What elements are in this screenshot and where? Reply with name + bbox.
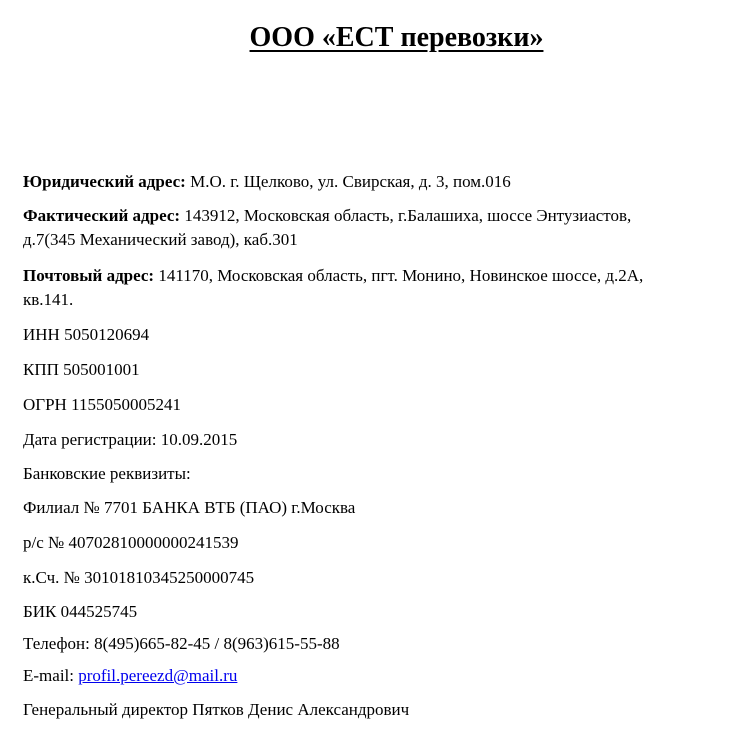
company-title: ООО «ЕСТ перевозки» [249, 22, 544, 53]
phone-line: Телефон: 8(495)665-82-45 / 8(963)615-55-88 [23, 634, 340, 653]
bik-line: БИК 044525745 [23, 602, 138, 621]
actual-address-label: Фактический адрес: [23, 206, 181, 225]
actual-address-line1 [23, 204, 728, 228]
actual-address-line2 [23, 228, 728, 252]
postal-address-line2 [23, 288, 728, 312]
kpp-line: КПП 505001001 [23, 360, 140, 379]
postal-address-label: Почтовый адрес: [23, 266, 155, 285]
registration-date-line: Дата регистрации: 10.09.2015 [23, 430, 238, 449]
company-details [23, 170, 728, 722]
actual-address-value-line1: 143912, Московская область, г.Балашиха, шоссе Энтузиастов, [184, 206, 632, 225]
email-label: E-mail: [23, 666, 74, 685]
inn-line: ИНН 5050120694 [23, 325, 150, 344]
correspondent-account-line: к.Сч. № 30101810345250000745 [23, 568, 255, 587]
postal-address-value-line1: 141170, Московская область, пгт. Монино, Новинское шоссе, д.2А, [158, 266, 644, 285]
director-line: Генеральный директор Пятков Денис Александрович [23, 700, 410, 719]
legal-address-value: М.О. г. Щелково, ул. Свирская, д. 3, пом.016 [190, 172, 511, 191]
actual-address-value-line2: д.7(345 Механический завод), каб.301 [23, 230, 298, 249]
email-link[interactable]: profil.pereezd@mail.ru [78, 666, 238, 685]
postal-address-line1 [23, 264, 728, 288]
ogrn-line: ОГРН 1155050005241 [23, 395, 181, 414]
legal-address-label: Юридический адрес: [23, 172, 186, 191]
postal-address-value-line2: кв.141. [23, 290, 74, 309]
bank-branch-line: Филиал № 7701 БАНКА ВТБ (ПАО) г.Москва [23, 498, 356, 517]
bank-details-heading: Банковские реквизиты: [23, 464, 191, 483]
settlement-account-line: р/с № 40702810000000241539 [23, 533, 239, 552]
legal-address-line [23, 170, 728, 194]
email-line [23, 664, 728, 688]
